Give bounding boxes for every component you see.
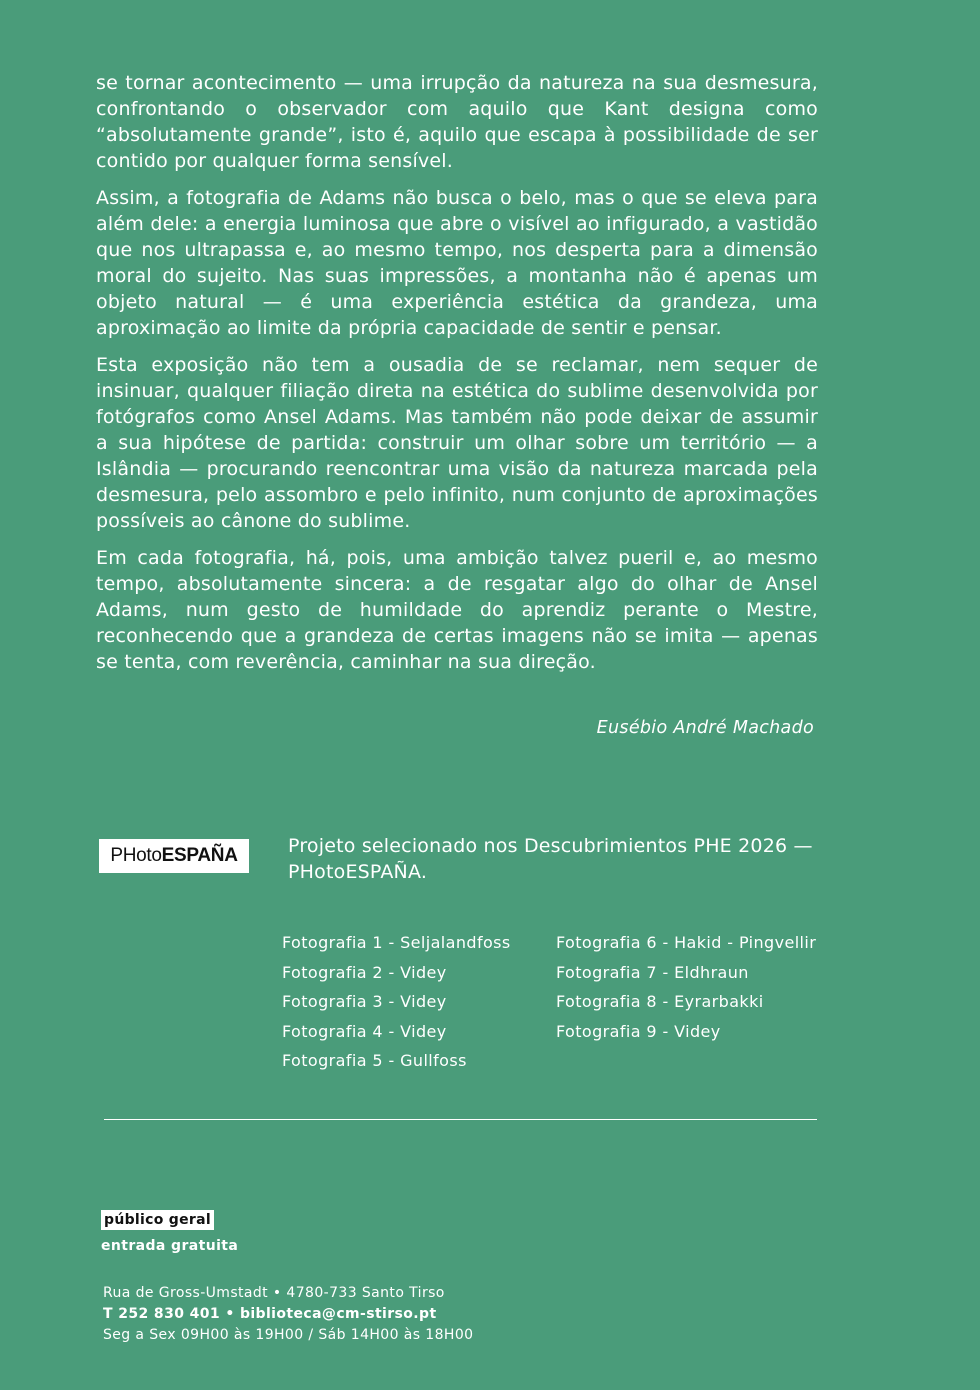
- essay-paragraph-3: Esta exposição não tem a ousadia de se reclamar, nem sequer de insinuar, qualquer filiação direta na estética do sublime desenvolvida por fotógrafos como Ansel Adams. Mas também não pode deixar de assumir a sua hipótese de partida: construir um olhar sobre um território — a Islândia — procurando reencontrar uma visão da natureza marcada pela desmesura, pelo assombro e pelo infinito, num conjunto de aproximações possíveis ao cânone do sublime.: [96, 354, 818, 532]
- logo-bold-text: ESPAÑA: [161, 845, 238, 866]
- logo-regular-text: PHoto: [110, 845, 162, 866]
- essay-text: [96, 70, 818, 686]
- hours-line: Seg a Sex 09H00 às 19H00 / Sáb 14H00 às 18H00: [103, 1327, 474, 1343]
- address-line: Rua de Gross-Umstadt • 4780-733 Santo Tirso: [103, 1285, 445, 1301]
- divider-line: [104, 1119, 817, 1120]
- sponsor-text: Projeto selecionado nos Descubrimientos PHE 2026 — PHotoESPAÑA.: [288, 835, 813, 883]
- photo-list-item: Fotografia 9 - Videy: [556, 1021, 721, 1041]
- photo-list-item: Fotografia 5 - Gullfoss: [282, 1051, 467, 1071]
- photo-list-item: Fotografia 2 - Videy: [282, 962, 447, 982]
- photo-list-left: [282, 928, 511, 1076]
- essay-paragraph-4: Em cada fotografia, há, pois, uma ambição talvez pueril e, ao mesmo tempo, absolutamente sincera: a de resgatar algo do olhar de Ansel Adams, num gesto de humildade do aprendiz perante o Mestre, reconhecendo que a grandeza de certas imagens não se imita — apenas se tenta, com reverência, caminhar na sua direção.: [96, 547, 818, 673]
- photoespana-logo: [99, 839, 249, 873]
- photo-list-right: [556, 928, 816, 1046]
- photo-list-item: Fotografia 7 - Eldhraun: [556, 962, 749, 982]
- photo-list-item: Fotografia 3 - Videy: [282, 992, 447, 1012]
- phone-email-line: T 252 830 401 • biblioteca@cm-stirso.pt: [103, 1306, 437, 1322]
- essay-paragraph-1: se tornar acontecimento — uma irrupção da natureza na sua desmesura, confrontando o observador com aquilo que Kant designa como “absolutamente grande”, isto é, aquilo que escapa à possibilidade de ser contido por qualquer forma sensível.: [96, 72, 818, 172]
- photo-list-item: Fotografia 1 - Seljalandfoss: [282, 933, 511, 952]
- essay-paragraph-2: Assim, a fotografia de Adams não busca o belo, mas o que se eleva para além dele: a energia luminosa que abre o visível ao infigurado, a vastidão que nos ultrapassa e, ao mesmo tempo, nos desperta para a dimensão moral do sujeito. Nas suas impressões, a montanha não é apenas um objeto natural — é uma experiência estética da grandeza, uma aproximação ao limite da própria capacidade de sentir e pensar.: [96, 187, 818, 339]
- entry-label: entrada gratuita: [101, 1238, 239, 1254]
- author-signature: Eusébio André Machado: [596, 718, 814, 738]
- photo-list-item: Fotografia 8 - Eyrarbakki: [556, 992, 764, 1012]
- photo-list-item: Fotografia 6 - Hakid - Pingvellir: [556, 933, 817, 952]
- contact-info: [103, 1283, 473, 1346]
- audience-badge: público geral: [101, 1210, 214, 1230]
- photo-list-item: Fotografia 4 - Videy: [282, 1021, 447, 1041]
